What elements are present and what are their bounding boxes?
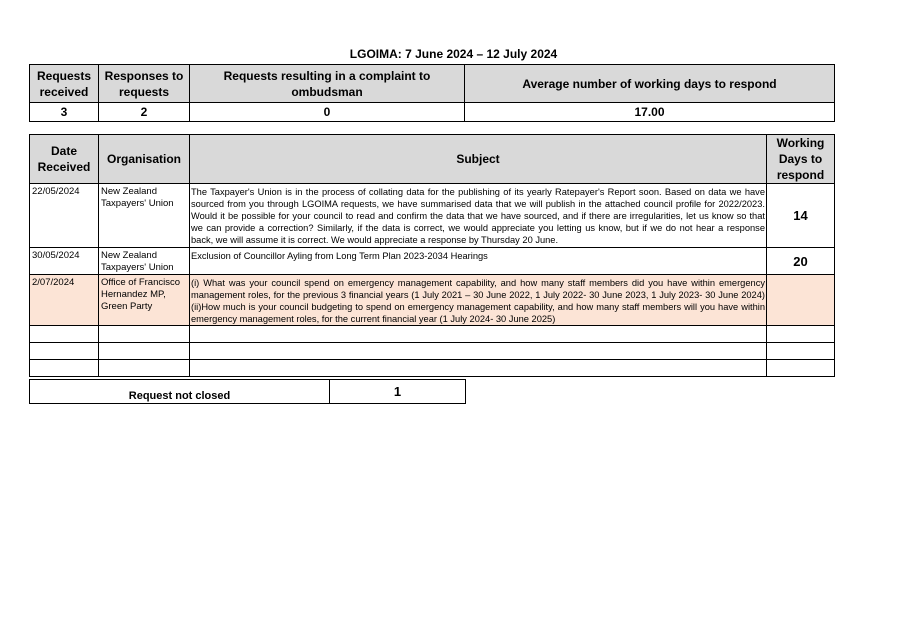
header-complaints: Requests resulting in a complaint to ombudsman bbox=[190, 65, 465, 103]
empty-row bbox=[30, 326, 835, 343]
row-organisation: Office of Francisco Hernandez MP, Green Party bbox=[99, 275, 190, 326]
row-date: 2/07/2024 bbox=[30, 275, 99, 326]
table-row bbox=[30, 184, 835, 248]
header-requests-received: Requests received bbox=[30, 65, 99, 103]
header-responses: Responses to requests bbox=[99, 65, 190, 103]
value-avg-days: 17.00 bbox=[465, 103, 835, 122]
summary-table bbox=[29, 64, 835, 122]
header-working-days: Working Days to respond bbox=[767, 135, 835, 184]
not-closed-value: 1 bbox=[330, 380, 466, 404]
empty-row bbox=[30, 360, 835, 377]
report-title: LGOIMA: 7 June 2024 – 12 July 2024 bbox=[349, 47, 558, 61]
requests-table bbox=[29, 134, 835, 377]
row-subject: (i) What was your council spend on emergency management capability, and how many staff members did you have within emergency management roles, for the previous 3 financial years (1 July 2021 – 30 June 2022, 1 July 2022- 30 June 2023, 1 July 2023- 30 June 2024) (ii)How much is your council budgeting to spend on emergency management capability, and how many staff members will you have within emergency management roles, for the current financial year (1 July 2024- 30 June 2025) bbox=[190, 275, 767, 326]
value-complaints: 0 bbox=[190, 103, 465, 122]
empty-row bbox=[30, 343, 835, 360]
row-organisation: New Zealand Taxpayers' Union bbox=[99, 184, 190, 248]
value-requests-received: 3 bbox=[30, 103, 99, 122]
not-closed-label: Request not closed bbox=[30, 380, 330, 404]
table-row bbox=[30, 248, 835, 275]
row-working-days: 20 bbox=[767, 248, 835, 275]
not-closed-table bbox=[29, 379, 466, 404]
row-date: 22/05/2024 bbox=[30, 184, 99, 248]
header-date-received: Date Received bbox=[30, 135, 99, 184]
row-subject: The Taxpayer's Union is in the process of collating data for the publishing of its yearly Ratepayer's Report soon. Based on data we have sourced from you through LGOIMA requests, we have summarised data that we will publish in the attached council profile for 2022/2023. Would it be possible for your council to read and confirm the data that we have sourced, and if there are irregularities, let us know so that we can provide a correction? Similarly, if the data is correct, we would appreciate you letting us know, but if we do not hear a response back, we will assume it is correct. We would appreciate a response by Thursday 20 June. bbox=[190, 184, 767, 248]
row-organisation: New Zealand Taxpayers' Union bbox=[99, 248, 190, 275]
header-avg-days: Average number of working days to respond bbox=[465, 65, 835, 103]
table-row bbox=[30, 275, 835, 326]
header-subject: Subject bbox=[190, 135, 767, 184]
row-subject: Exclusion of Councillor Ayling from Long Term Plan 2023-2034 Hearings bbox=[190, 248, 767, 275]
row-working-days bbox=[767, 275, 835, 326]
row-working-days: 14 bbox=[767, 184, 835, 248]
header-organisation: Organisation bbox=[99, 135, 190, 184]
value-responses: 2 bbox=[99, 103, 190, 122]
row-date: 30/05/2024 bbox=[30, 248, 99, 275]
